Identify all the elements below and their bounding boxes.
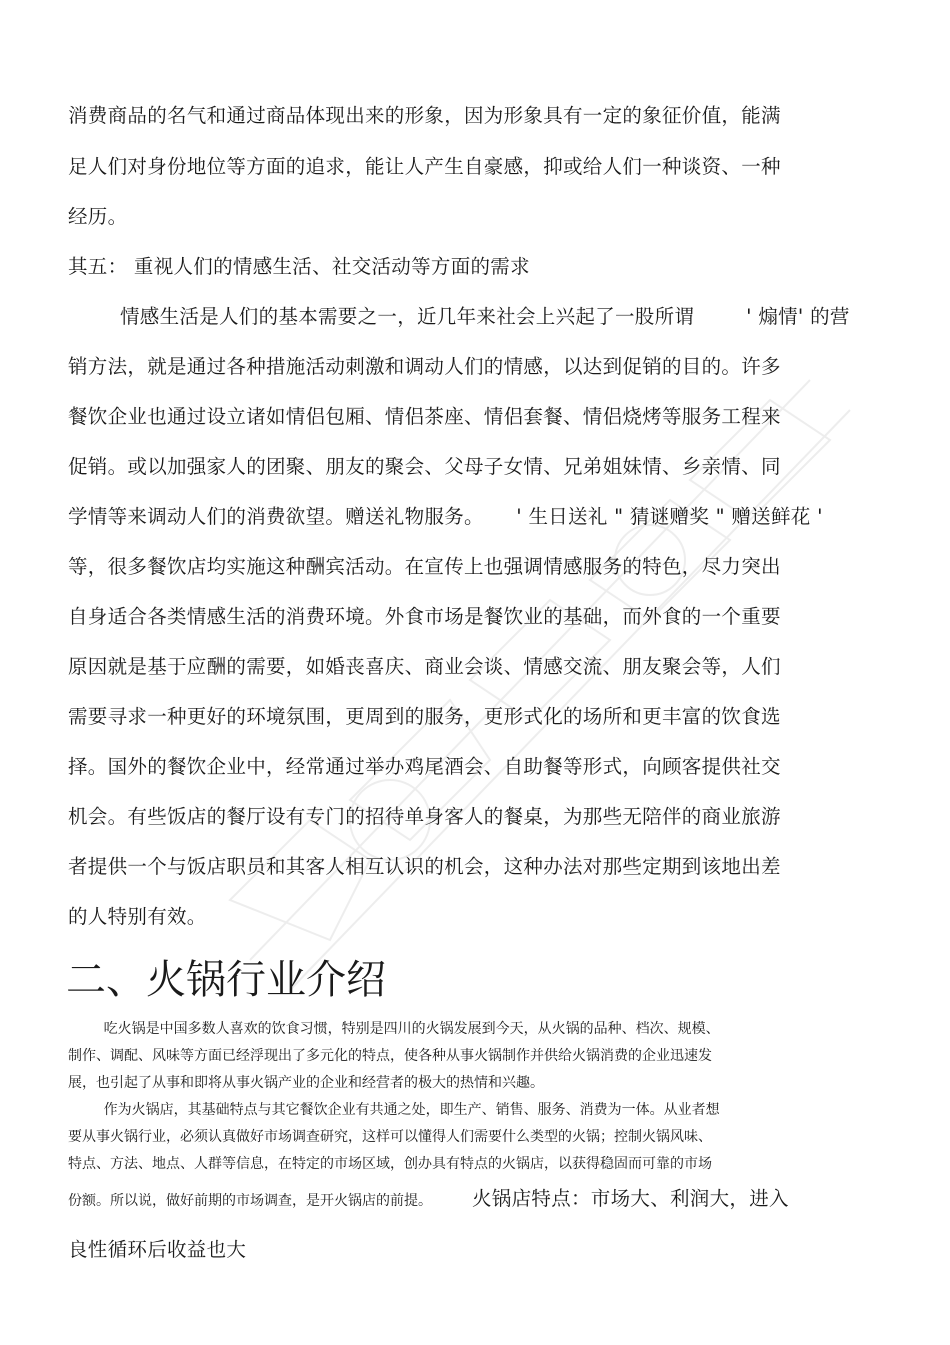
subheading-line: 其五： 重视人们的情感生活、社交活动等方面的需求 bbox=[68, 255, 530, 278]
body-line: 销方法，就是通过各种措施活动刺激和调动人们的情感，以达到促销的目的。许多 bbox=[68, 355, 781, 378]
body-line: 择。国外的餐饮企业中，经常通过举办鸡尾酒会、自助餐等形式，向顾客提供社交 bbox=[68, 755, 781, 778]
small-body-line: 作为火锅店，其基础特点与其它餐饮企业有共通之处，即生产、销售、服务、消费为一体。从业者想 bbox=[68, 1102, 720, 1118]
section-heading: 二、火锅行业介绍 bbox=[66, 957, 386, 1003]
body-line: 经历。 bbox=[68, 205, 128, 228]
small-body-line-with-inline bbox=[68, 1187, 789, 1210]
small-body-line: 展，也引起了从事和即将从事火锅产业的企业和经营者的极大的热情和兴趣。 bbox=[68, 1075, 544, 1091]
small-body-text: 份额。所以说，做好前期的市场调查，是开火锅店的前提。 bbox=[68, 1193, 432, 1209]
body-line: 良性循环后收益也大 bbox=[68, 1238, 247, 1261]
small-body-line: 制作、调配、风味等方面已经浮现出了多元化的特点，使各种从事火锅制作并供给火锅消费的企业迅速发 bbox=[68, 1048, 712, 1064]
small-body-line: 特点、方法、地点、人群等信息，在特定的市场区域，创办具有特点的火锅店，以获得稳固而可靠的市场 bbox=[68, 1156, 712, 1172]
body-line: 机会。有些饭店的餐厅设有专门的招待单身客人的餐桌，为那些无陪伴的商业旅游 bbox=[68, 805, 781, 828]
small-body-line: 要从事火锅行业，必须认真做好市场调查研究，这样可以懂得人们需要什么类型的火锅；控制火锅风味、 bbox=[68, 1129, 712, 1145]
body-line: 情感生活是人们的基本需要之一，近几年来社会上兴起了一股所谓 ' 煽情' 的营 bbox=[68, 305, 850, 328]
small-body-line: 吃火锅是中国多数人喜欢的饮食习惯，特别是四川的火锅发展到今天，从火锅的品种、档次、规模、 bbox=[68, 1021, 720, 1037]
body-line: 等，很多餐饮店均实施这种酬宾活动。在宣传上也强调情感服务的特色，尽力突出 bbox=[68, 555, 781, 578]
body-line: 消费商品的名气和通过商品体现出来的形象，因为形象具有一定的象征价值，能满 bbox=[68, 104, 781, 127]
body-line: 促销。或以加强家人的团聚、朋友的聚会、父母子女情、兄弟姐妹情、乡亲情、同 bbox=[68, 455, 781, 478]
body-line: 原因就是基于应酬的需要，如婚丧喜庆、商业会谈、情感交流、朋友聚会等，人们 bbox=[68, 655, 781, 678]
inline-large-text: 火锅店特点：市场大、利润大，进入 bbox=[472, 1187, 789, 1210]
body-line: 餐饮企业也通过设立诸如情侣包厢、情侣茶座、情侣套餐、情侣烧烤等服务工程来 bbox=[68, 405, 781, 428]
body-line: 自身适合各类情感生活的消费环境。外食市场是餐饮业的基础，而外食的一个重要 bbox=[68, 605, 781, 628]
body-line: 者提供一个与饭店职员和其客人相互认识的机会，这种办法对那些定期到该地出差 bbox=[68, 855, 781, 878]
body-line: 学情等来调动人们的消费欲望。赠送礼物服务。 ' 生日送礼 " 猜谜赠奖 " 赠送鲜花 ' bbox=[68, 505, 823, 528]
body-line: 足人们对身份地位等方面的追求，能让人产生自豪感，抑或给人们一种谈资、一种 bbox=[68, 155, 781, 178]
body-line: 需要寻求一种更好的环境氛围，更周到的服务，更形式化的场所和更丰富的饮食选 bbox=[68, 705, 781, 728]
body-line: 的人特别有效。 bbox=[68, 905, 207, 928]
